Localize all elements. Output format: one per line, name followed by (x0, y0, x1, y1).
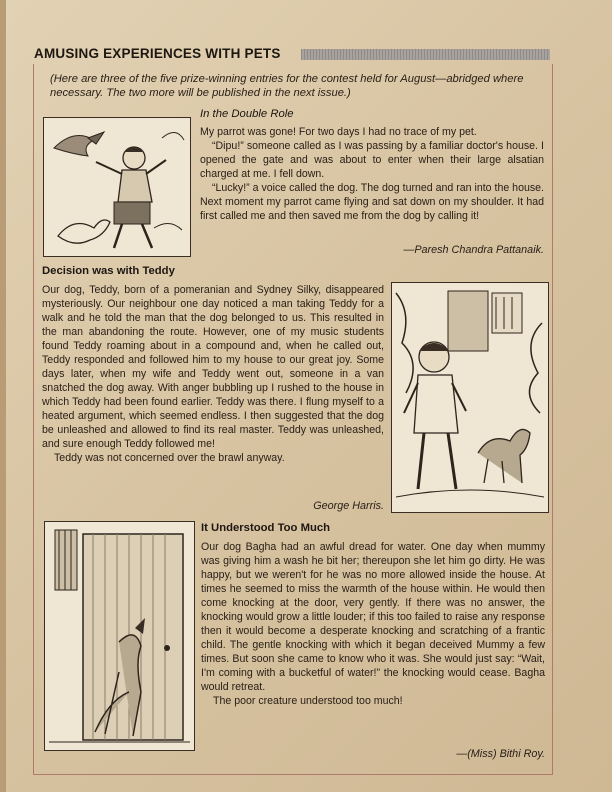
story-author: —Paresh Chandra Pattanaik. (403, 244, 544, 256)
section-header (34, 46, 550, 63)
boy-walking-dog-icon (392, 283, 548, 512)
story-paragraph: “Lucky!” a voice called the dog. The dog turned and ran into the house. Next moment my parrot came flying and sat down on my shoulder. It had first called me and then saved me from the dog by calling it! (200, 182, 544, 222)
story-body-understood (201, 540, 545, 708)
story-body-double-role (200, 125, 544, 223)
story-title-double-role: In the Double Role (200, 108, 294, 120)
story-paragraph: Our dog Bagha had an awful dread for water. One day when mummy was giving him a wash he bit her; thereupon she let him go dirty. He was happy, but we weren't for he was no more allowed inside the house. At times he seemed to miss the warmth of the house within. He would then come knocking at the door, very gently. If there was no answer, the knocking would grow a little louder; if this too failed to raise any response then it would become a desperate knocking and scratching of a frantic child. The gentle knocking with which it began deceived Mummy a few times. But soon she came to know who it was. She would just say: “Wait, I'm coming with a bucketful of water!” the knocking would cease. Bagha would retreat. (201, 541, 545, 693)
story-title-understood: It Understood Too Much (201, 522, 331, 534)
story-paragraph: Our dog, Teddy, born of a pomeranian and Sydney Silky, disappeared mysteriously. Our neighbour one day noticed a man taking Teddy for a walk and he told the man that the dog belonged to us. This resulted in the man abandoning the route. However, one of my music students found Teddy roaming about in a compound and, when he called out, Teddy responded and followed him to my house to our great joy. Some days later, when my wife and Teddy went out, someone in a van snatched the dog away. With anger bubbling up I rushed to the house in which Teddy had been found earlier. Teddy was there. I flung myself to a heated argument, which seemed endless. I then suggested that the dog be unleashed and allowed to find its real master. Teddy was unleashed, and sure enough Teddy followed me! (42, 284, 384, 450)
story-author: —(Miss) Bithi Roy. (456, 748, 545, 760)
dog-scratching-door-illustration (44, 521, 195, 751)
header-rule (301, 49, 550, 60)
story-paragraph: The poor creature understood too much! (213, 695, 403, 707)
dog-door-icon (45, 522, 194, 750)
section-title: AMUSING EXPERIENCES WITH PETS (34, 46, 281, 61)
story-paragraph: My parrot was gone! For two days I had no trace of my pet. (200, 126, 477, 138)
story-paragraph: “Dipu!” someone called as I was passing by a familiar doctor's house. I opened the gate and was about to enter when their large alsatian charged at me. I fell down. (200, 140, 544, 180)
boy-parrot-dog-icon (44, 118, 190, 256)
boy-walking-dog-illustration (391, 282, 549, 513)
story-paragraph: Teddy was not concerned over the brawl anyway. (54, 452, 285, 464)
story-body-teddy (42, 283, 384, 465)
page-edge (0, 0, 6, 792)
intro-note: (Here are three of the five prize-winning entries for the contest held for August—abridged where necessary. The two more will be published in the next issue.) (50, 73, 524, 99)
boy-parrot-dog-illustration (43, 117, 191, 257)
story-title-teddy: Decision was with Teddy (42, 265, 175, 277)
story-author: George Harris. (313, 500, 384, 512)
